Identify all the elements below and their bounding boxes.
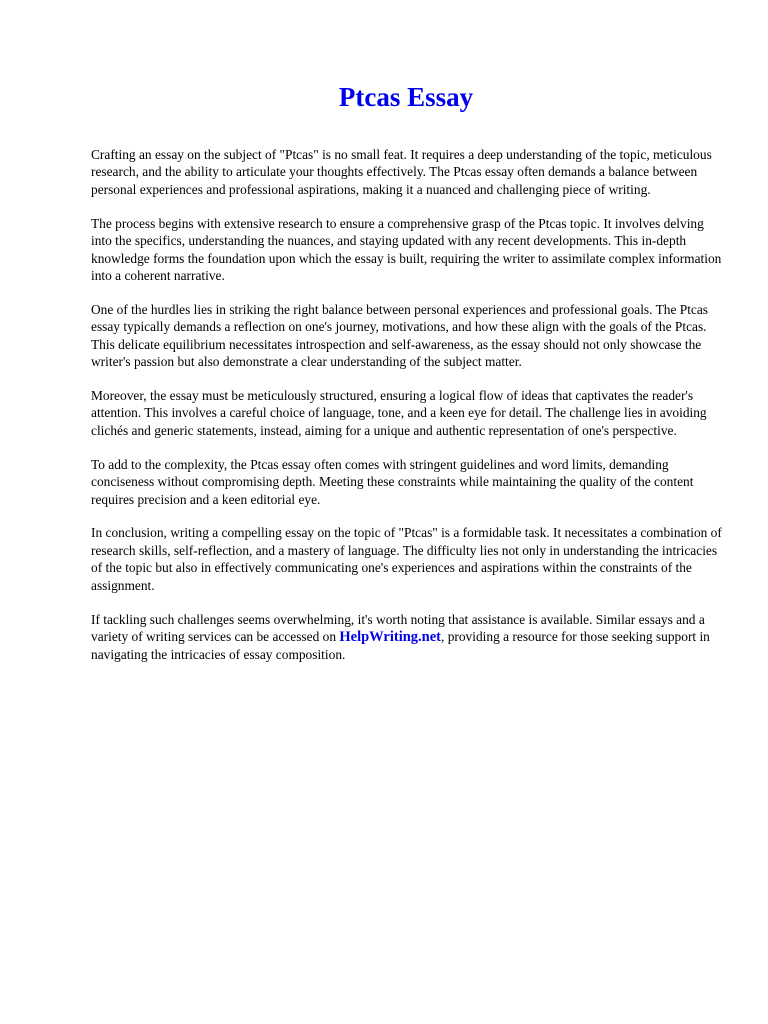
paragraph: Moreover, the essay must be meticulously structured, ensuring a logical flow of ideas that captivates the reader's attention. This involves a careful choice of language, tone, and a keen eye for detail. The challenge lies in avoiding clichés and generic statements, instead, aiming for a unique and authentic representation of one's perspective. — [91, 387, 707, 438]
paragraph: Crafting an essay on the subject of "Ptcas" is no small feat. It requires a deep understanding of the topic, meticulous research, and the ability to articulate your thoughts effectively. The Ptcas essay often demands a balance between personal experiences and professional aspirations, making it a nuanced and challenging piece of writing. — [91, 147, 712, 197]
closing-text-after-link: , providing a resource for those seeking support in navigating the intricacies of essay composition. — [91, 628, 710, 663]
closing-text-before-link: If tackling such challenges seems overwhelming, it's worth noting that assistance is available. Similar essays and a variety of writing services can be accessed on — [91, 611, 705, 644]
paragraph: To add to the complexity, the Ptcas essay often comes with stringent guidelines and word limits, demanding conciseness without compromising depth. Meeting these constraints while maintaining the quality of the content requires precision and a keen editorial eye. — [91, 456, 694, 507]
paragraph: In conclusion, writing a compelling essay on the topic of "Ptcas" is a formidable task. It necessitates a combination of research skills, self-reflection, and a mastery of language. The difficulty lies not only in understanding the intricacies of the topic but also in effectively communicating one's experiences and aspirations within the constraints of the assignment. — [91, 525, 722, 593]
paragraph: The process begins with extensive research to ensure a comprehensive grasp of the Ptcas topic. It involves delving into the specifics, understanding the nuances, and staying updated with any recent developments. This in-depth knowledge forms the foundation upon which the essay is built, requiring the writer to assimilate complex information into a coherent narrative. — [91, 215, 722, 283]
closing-paragraph — [91, 611, 727, 664]
document-title: Ptcas Essay — [338, 82, 474, 112]
paragraph: One of the hurdles lies in striking the right balance between personal experiences and professional goals. The Ptcas essay typically demands a reflection on one's journey, motivations, and how these align with the goals of the Ptcas. This delicate equilibrium necessitates introspection and self-awareness, as the essay should not only showcase the writer's passion but also demonstrate a clear understanding of the subject matter. — [91, 301, 709, 370]
helpwriting-link[interactable]: HelpWriting.net — [339, 628, 442, 645]
document-body — [91, 146, 727, 680]
